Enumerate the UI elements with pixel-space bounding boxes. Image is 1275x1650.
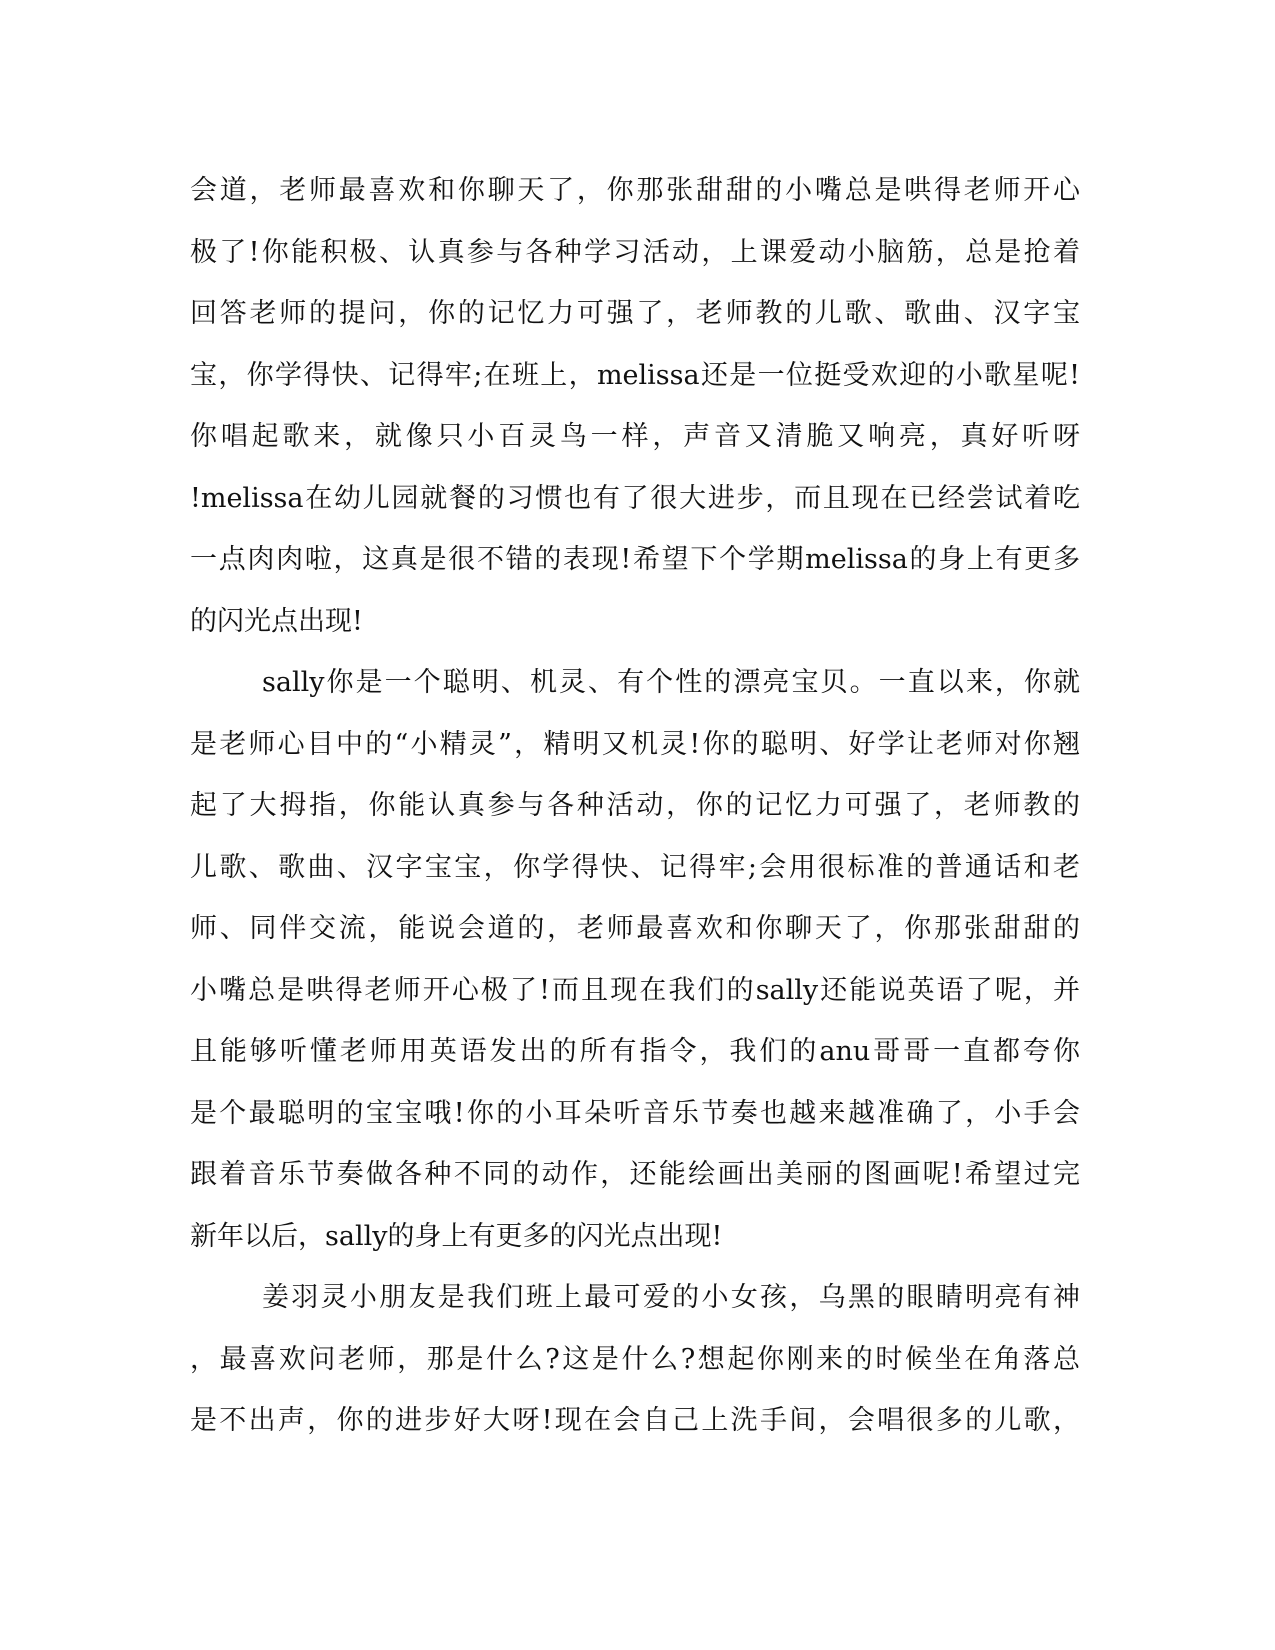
text-line: 跟着音乐节奏做各种不同的动作，还能绘画出美丽的图画呢!希望过完: [190, 1159, 1080, 1190]
document-body: [190, 160, 1080, 1452]
text-line: 宝，你学得快、记得牢;在班上，melissa还是一位挺受欢迎的小歌星呢!: [190, 359, 1080, 391]
text-line: 是个最聪明的宝宝哦!你的小耳朵听音乐节奏也越来越准确了，小手会: [190, 1097, 1080, 1129]
text-line: 儿歌、歌曲、汉字宝宝，你学得快、记得牢;会用很标准的普通话和老: [190, 851, 1080, 883]
text-line: 起了大拇指，你能认真参与各种活动，你的记忆力可强了，老师教的: [190, 790, 1080, 821]
text-line: 且能够听懂老师用英语发出的所有指令，我们的anu哥哥一直都夸你: [190, 1036, 1080, 1067]
paragraph-start-line: 姜羽灵小朋友是我们班上最可爱的小女孩，乌黑的眼睛明亮有神: [262, 1282, 1080, 1313]
text-line: 一点肉肉啦，这真是很不错的表现!希望下个学期melissa的身上有更多: [190, 544, 1080, 575]
text-line: 回答老师的提问，你的记忆力可强了，老师教的儿歌、歌曲、汉字宝: [190, 298, 1080, 329]
paragraph-start-line: sally你是一个聪明、机灵、有个性的漂亮宝贝。一直以来，你就: [262, 667, 1080, 698]
text-line: 师、同伴交流，能说会道的，老师最喜欢和你聊天了，你那张甜甜的: [190, 913, 1080, 944]
text-line: !melissa在幼儿园就餐的习惯也有了很大进步，而且现在已经尝试着吃: [190, 482, 1080, 514]
text-line: 极了!你能积极、认真参与各种学习活动，上课爱动小脑筋，总是抢着: [190, 236, 1080, 268]
text-line: 是不出声，你的进步好大呀!现在会自己上洗手间，会唱很多的儿歌，: [190, 1405, 1080, 1436]
text-line: 你唱起歌来，就像只小百灵鸟一样，声音又清脆又响亮，真好听呀: [190, 421, 1080, 452]
text-line: 是老师心目中的“小精灵”，精明又机灵!你的聪明、好学让老师对你翘: [190, 728, 1080, 760]
text-line: ，最喜欢问老师，那是什么?这是什么?想起你刚来的时候坐在角落总: [190, 1343, 1080, 1375]
text-line: 新年以后，sally的身上有更多的闪光点出现!: [190, 1220, 723, 1252]
text-line: 会道，老师最喜欢和你聊天了，你那张甜甜的小嘴总是哄得老师开心: [190, 175, 1080, 206]
text-line: 的闪光点出现!: [190, 605, 363, 637]
text-line: 小嘴总是哄得老师开心极了!而且现在我们的sally还能说英语了呢，并: [190, 974, 1080, 1006]
